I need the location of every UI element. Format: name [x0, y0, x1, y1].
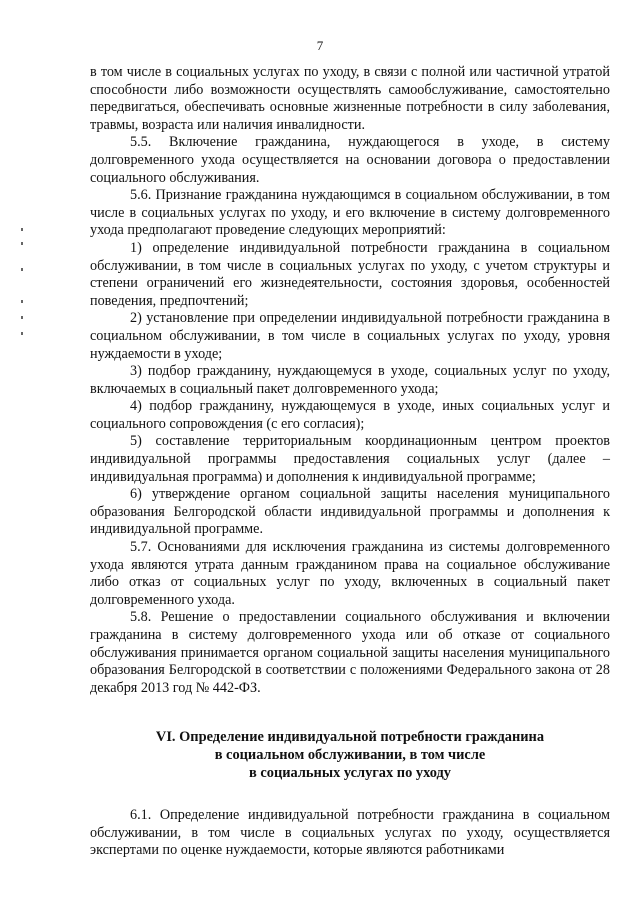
list-item-1: 1) определение индивидуальной потребности гражданина в социальном обслуживании, в том числе в социальных услугах по уходу, с учетом структуры и степени ограничений его жизнедеятельности, состояния здоровья, особенностей поведения, предпочтений; [90, 239, 610, 309]
paragraph-continuation: в том числе в социальных услугах по уходу, в связи с полной или частичной утратой способности либо возможности осуществлять самообслуживание, самостоятельно передвигаться, обеспечивать основные жизненные потребности в силу заболевания, травмы, возраста или наличия инвалидности. [90, 64, 610, 133]
section-heading [90, 729, 610, 782]
list-item-5: 5) составление территориальным координационным центром проектов индивидуальной программы предоставления социальных услуг (далее – индивидуальная программа) и дополнения к индивидуальной программе; [90, 433, 610, 485]
paragraph-5-5: 5.5. Включение гражданина, нуждающегося в уходе, в систему долговременного ухода осуществляется на основании договора о предоставлении социального обслуживания. [90, 134, 610, 186]
list-item-4: 4) подбор гражданину, нуждающемуся в уходе, иных социальных услуг и социального сопровождения (с его согласия); [90, 398, 610, 432]
scan-margin-marks [18, 228, 28, 348]
paragraph-6-1: 6.1. Определение индивидуальной потребности гражданина в социальном обслуживании, в том числе в социальных услугах по уходу, осуществляется экспертами по оценке нуждаемости, которые являются работниками [90, 807, 610, 859]
heading-line-3: в социальных услугах по уходу [249, 764, 451, 781]
list-item-3: 3) подбор гражданину, нуждающемуся в уходе, социальных услуг по уходу, включаемых в социальный пакет долговременного ухода; [90, 363, 610, 397]
list-item-2: 2) установление при определении индивидуальной потребности гражданина в социальном обслуживании, в том числе в социальных услугах по уходу, уровня нуждаемости в уходе; [90, 310, 610, 362]
document-body [90, 64, 610, 860]
page-number: 7 [316, 38, 324, 53]
heading-line-2: в социальном обслуживании, в том числе [214, 746, 486, 763]
paragraph-5-7: 5.7. Основаниями для исключения гражданина из системы долговременного ухода являются утрата данным гражданином права на социальное обслуживание либо отказ от социальных услуг по уходу, включенных в социальный пакет долговременного ухода. [90, 539, 610, 608]
list-item-6: 6) утверждение органом социальной защиты населения муниципального образования Белгородской области индивидуальной программы и дополнения к индивидуальной программе. [90, 486, 610, 538]
paragraph-5-6: 5.6. Признание гражданина нуждающимся в социальном обслуживании, в том числе в социальных услугах по уходу, и его включение в систему долговременного ухода предполагают проведение следующих мероприятий: [90, 187, 610, 239]
paragraph-5-8: 5.8. Решение о предоставлении социального обслуживания и включении гражданина в систему долговременного ухода или об отказе от социального обслуживания принимается органом социальной защиты населения муниципального образования Белгородской в соответствии с положениями Федерального закона от 28 декабря 2013 год № 442-ФЗ. [90, 609, 610, 696]
heading-line-1: VI. Определение индивидуальной потребности гражданина [155, 729, 545, 746]
